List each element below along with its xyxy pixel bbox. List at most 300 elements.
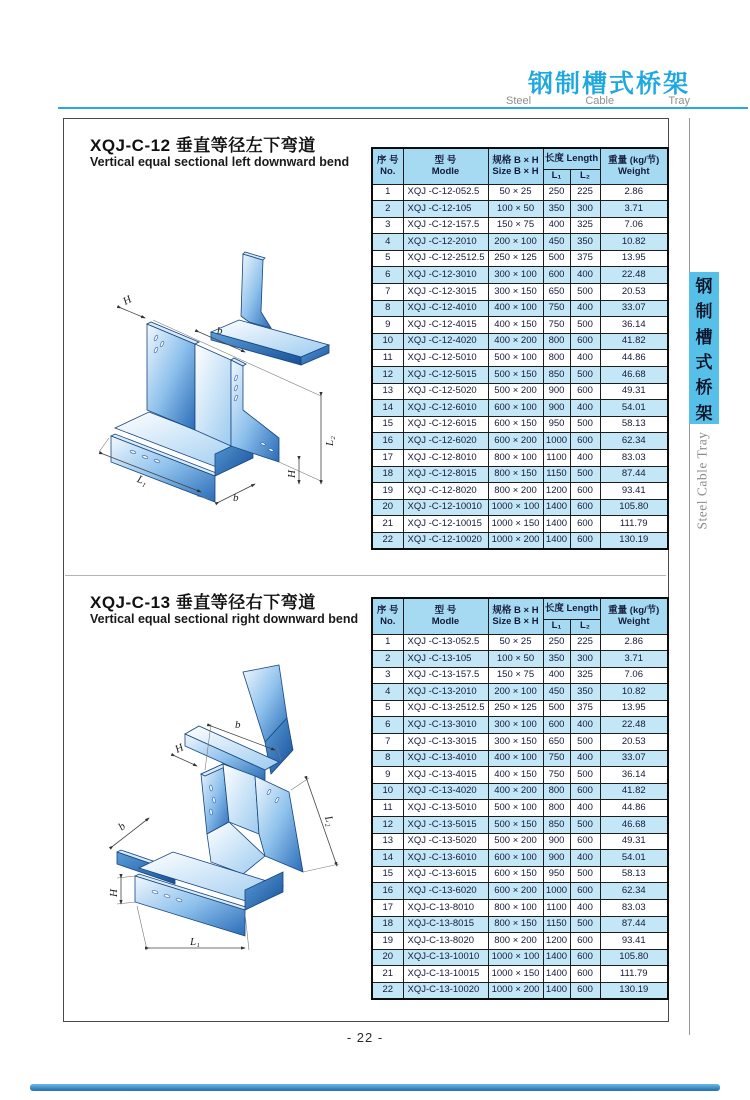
table-row (372, 684, 668, 701)
l1-cell: 1000 (543, 883, 570, 900)
col-header-l1: L₁ (543, 169, 570, 184)
weight-cell: 41.82 (600, 333, 668, 350)
model-cell: XQJ -C-13-052.5 (403, 634, 488, 651)
footer-accent-bar (30, 1084, 720, 1091)
l1-cell: 450 (543, 684, 570, 701)
col-header-size: 规格 B × H Size B × H (488, 148, 543, 184)
no-cell: 17 (372, 450, 403, 467)
model-cell: XQJ -C-12-2010 (403, 234, 488, 251)
table-row (372, 966, 668, 983)
l1-cell: 1400 (543, 532, 570, 549)
model-cell: XQJ -C-13-5020 (403, 833, 488, 850)
weight-cell: 93.41 (600, 933, 668, 950)
no-cell: 13 (372, 383, 403, 400)
table-row (372, 667, 668, 684)
l2-cell: 600 (570, 982, 600, 999)
no-cell: 16 (372, 433, 403, 450)
weight-cell: 36.14 (600, 317, 668, 334)
model-cell: XQJ -C-13-2010 (403, 684, 488, 701)
no-cell: 10 (372, 333, 403, 350)
table-row (372, 367, 668, 384)
tab-char: 架 (695, 403, 713, 423)
tab-char: 槽 (695, 327, 713, 347)
l2-cell: 600 (570, 516, 600, 533)
l2-cell: 300 (570, 651, 600, 668)
model-cell: XQJ -C-13-4010 (403, 750, 488, 767)
size-cell: 200 × 100 (488, 234, 543, 251)
l1-cell: 1400 (543, 949, 570, 966)
size-cell: 1000 × 100 (488, 949, 543, 966)
tab-char: 桥 (695, 378, 713, 398)
table-row (372, 483, 668, 500)
header-accent-line (58, 107, 748, 109)
no-cell: 17 (372, 900, 403, 917)
no-cell: 6 (372, 267, 403, 284)
size-cell: 1000 × 200 (488, 982, 543, 999)
size-cell: 600 × 150 (488, 416, 543, 433)
page-margin-line (689, 118, 690, 1035)
size-cell: 500 × 150 (488, 367, 543, 384)
l2-cell: 500 (570, 734, 600, 751)
l1-cell: 500 (543, 250, 570, 267)
l2-cell: 325 (570, 217, 600, 234)
no-cell: 10 (372, 783, 403, 800)
size-cell: 800 × 150 (488, 916, 543, 933)
cross-section-profile (211, 252, 329, 365)
table-row (372, 234, 668, 251)
no-cell: 14 (372, 400, 403, 417)
l1-cell: 950 (543, 866, 570, 883)
model-cell: XQJ -C-13-105 (403, 651, 488, 668)
model-cell: XQJ -C-12-8010 (403, 450, 488, 467)
weight-cell: 22.48 (600, 267, 668, 284)
model-cell: XQJ -C-12-4010 (403, 300, 488, 317)
table-row (372, 900, 668, 917)
size-cell: 250 × 125 (488, 250, 543, 267)
l2-cell: 500 (570, 416, 600, 433)
weight-cell: 111.79 (600, 516, 668, 533)
brand-word-steel: Steel (506, 95, 532, 107)
model-cell: XQJ -C-13-4020 (403, 783, 488, 800)
size-cell: 150 × 75 (488, 217, 543, 234)
l1-cell: 1100 (543, 900, 570, 917)
sidebar-tab-en: Steel Cable Tray (694, 431, 710, 530)
no-cell: 20 (372, 949, 403, 966)
spec-table-xqj-c-12 (371, 147, 669, 550)
no-cell: 16 (372, 883, 403, 900)
table-row (372, 217, 668, 234)
l1-cell: 850 (543, 817, 570, 834)
tab-char: 钢 (695, 277, 713, 297)
no-cell: 8 (372, 300, 403, 317)
weight-cell: 87.44 (600, 916, 668, 933)
col-header-size: 规格 B × H Size B × H (488, 598, 543, 634)
weight-cell: 46.68 (600, 367, 668, 384)
table-row (372, 634, 668, 651)
size-cell: 1000 × 150 (488, 516, 543, 533)
l1-cell: 1400 (543, 982, 570, 999)
svg-text:L₂: L₂ (324, 436, 336, 446)
section-2-subtitle: Vertical equal sectional right downward bend (90, 612, 359, 626)
no-cell: 4 (372, 234, 403, 251)
l2-cell: 500 (570, 317, 600, 334)
no-cell: 12 (372, 817, 403, 834)
size-cell: 300 × 150 (488, 284, 543, 301)
table-row (372, 933, 668, 950)
model-cell: XQJ-C-13-8020 (403, 933, 488, 950)
table-row (372, 700, 668, 717)
l2-cell: 600 (570, 532, 600, 549)
svg-text:H: H (173, 741, 186, 756)
no-cell: 6 (372, 717, 403, 734)
size-cell: 100 × 50 (488, 201, 543, 218)
model-cell: XQJ -C-13-5015 (403, 817, 488, 834)
l2-cell: 500 (570, 817, 600, 834)
l1-cell: 800 (543, 800, 570, 817)
brand-word-cable: Cable (585, 95, 615, 107)
table-row (372, 317, 668, 334)
no-cell: 13 (372, 833, 403, 850)
l1-cell: 650 (543, 734, 570, 751)
weight-cell: 49.31 (600, 383, 668, 400)
l1-cell: 750 (543, 750, 570, 767)
weight-cell: 62.34 (600, 883, 668, 900)
size-cell: 100 × 50 (488, 651, 543, 668)
no-cell: 1 (372, 634, 403, 651)
no-cell: 11 (372, 800, 403, 817)
col-header-l1: L₁ (543, 619, 570, 634)
no-cell: 22 (372, 532, 403, 549)
l2-cell: 325 (570, 667, 600, 684)
l2-cell: 500 (570, 367, 600, 384)
model-cell: XQJ-C-13-10010 (403, 949, 488, 966)
model-cell: XQJ -C-12-6010 (403, 400, 488, 417)
l2-cell: 400 (570, 300, 600, 317)
model-cell: XQJ -C-13-157.5 (403, 667, 488, 684)
size-cell: 150 × 75 (488, 667, 543, 684)
size-cell: 200 × 100 (488, 684, 543, 701)
size-cell: 400 × 100 (488, 300, 543, 317)
l2-cell: 500 (570, 466, 600, 483)
l2-cell: 600 (570, 883, 600, 900)
no-cell: 22 (372, 982, 403, 999)
size-cell: 300 × 100 (488, 717, 543, 734)
weight-cell: 13.95 (600, 250, 668, 267)
table-row (372, 350, 668, 367)
no-cell: 18 (372, 466, 403, 483)
model-cell: XQJ -C-12-3010 (403, 267, 488, 284)
l1-cell: 800 (543, 333, 570, 350)
l1-cell: 600 (543, 717, 570, 734)
size-cell: 300 × 100 (488, 267, 543, 284)
l1-cell: 1400 (543, 499, 570, 516)
tab-char: 式 (695, 353, 713, 373)
table-row (372, 466, 668, 483)
l2-cell: 375 (570, 700, 600, 717)
weight-cell: 111.79 (600, 966, 668, 983)
weight-cell: 54.01 (600, 850, 668, 867)
weight-cell: 58.13 (600, 866, 668, 883)
l2-cell: 600 (570, 433, 600, 450)
model-cell: XQJ -C-13-3010 (403, 717, 488, 734)
weight-cell: 83.03 (600, 450, 668, 467)
l1-cell: 1400 (543, 966, 570, 983)
l1-cell: 400 (543, 217, 570, 234)
weight-cell: 44.86 (600, 800, 668, 817)
col-header-model: 型 号 Modle (403, 148, 488, 184)
l2-cell: 350 (570, 684, 600, 701)
brand-title-en (506, 95, 690, 107)
table-row (372, 916, 668, 933)
no-cell: 5 (372, 700, 403, 717)
l2-cell: 500 (570, 767, 600, 784)
no-cell: 3 (372, 217, 403, 234)
weight-cell: 10.82 (600, 684, 668, 701)
no-cell: 3 (372, 667, 403, 684)
no-cell: 19 (372, 933, 403, 950)
table-row (372, 850, 668, 867)
no-cell: 7 (372, 284, 403, 301)
no-cell: 1 (372, 184, 403, 201)
l1-cell: 800 (543, 350, 570, 367)
l2-cell: 500 (570, 916, 600, 933)
model-cell: XQJ -C-12-10020 (403, 532, 488, 549)
size-cell: 250 × 125 (488, 700, 543, 717)
table-row (372, 450, 668, 467)
size-cell: 50 × 25 (488, 184, 543, 201)
l1-cell: 750 (543, 767, 570, 784)
l2-cell: 400 (570, 800, 600, 817)
table-row (372, 866, 668, 883)
no-cell: 8 (372, 750, 403, 767)
size-cell: 600 × 100 (488, 850, 543, 867)
col-header-no: 序 号 No. (372, 148, 403, 184)
no-cell: 14 (372, 850, 403, 867)
table-row (372, 982, 668, 999)
l1-cell: 650 (543, 284, 570, 301)
size-cell: 500 × 100 (488, 800, 543, 817)
model-cell: XQJ -C-12-5010 (403, 350, 488, 367)
col-header-length: 长度 Length (543, 148, 600, 169)
table-row (372, 717, 668, 734)
l1-cell: 600 (543, 267, 570, 284)
model-cell: XQJ -C-13-2512.5 (403, 700, 488, 717)
col-header-l2: L₂ (570, 169, 600, 184)
table-row (372, 651, 668, 668)
l2-cell: 500 (570, 284, 600, 301)
weight-cell: 20.53 (600, 734, 668, 751)
model-cell: XQJ -C-12-4015 (403, 317, 488, 334)
size-cell: 400 × 100 (488, 750, 543, 767)
no-cell: 15 (372, 416, 403, 433)
l1-cell: 1200 (543, 483, 570, 500)
weight-cell: 54.01 (600, 400, 668, 417)
right-downward-bend-diagram (95, 660, 370, 960)
size-cell: 600 × 150 (488, 866, 543, 883)
l1-cell: 1000 (543, 433, 570, 450)
left-downward-bend-diagram (95, 238, 363, 506)
l2-cell: 400 (570, 717, 600, 734)
brand-word-tray: Tray (668, 95, 690, 107)
col-header-model: 型 号 Modle (403, 598, 488, 634)
table-row (372, 734, 668, 751)
l2-cell: 500 (570, 866, 600, 883)
size-cell: 800 × 200 (488, 483, 543, 500)
l2-cell: 400 (570, 750, 600, 767)
l1-cell: 250 (543, 184, 570, 201)
l1-cell: 250 (543, 634, 570, 651)
model-cell: XQJ -C-12-5020 (403, 383, 488, 400)
l1-cell: 1150 (543, 466, 570, 483)
l1-cell: 350 (543, 651, 570, 668)
no-cell: 18 (372, 916, 403, 933)
size-cell: 800 × 100 (488, 450, 543, 467)
size-cell: 400 × 150 (488, 317, 543, 334)
size-cell: 400 × 200 (488, 333, 543, 350)
sidebar-tab (689, 272, 719, 424)
section-1-title: XQJ-C-12 垂直等径左下弯道 (90, 136, 316, 155)
l1-cell: 350 (543, 201, 570, 218)
l2-cell: 225 (570, 634, 600, 651)
model-cell: XQJ-C-13-10015 (403, 966, 488, 983)
l1-cell: 950 (543, 416, 570, 433)
size-cell: 1000 × 150 (488, 966, 543, 983)
l1-cell: 900 (543, 383, 570, 400)
l1-cell: 750 (543, 300, 570, 317)
weight-cell: 7.06 (600, 217, 668, 234)
col-header-l2: L₂ (570, 619, 600, 634)
table-row (372, 833, 668, 850)
weight-cell: 46.68 (600, 817, 668, 834)
table-row (372, 333, 668, 350)
no-cell: 15 (372, 866, 403, 883)
col-header-weight: 重量 (kg/节) Weight (600, 148, 668, 184)
weight-cell: 22.48 (600, 717, 668, 734)
weight-cell: 130.19 (600, 982, 668, 999)
table-row (372, 767, 668, 784)
l1-cell: 1100 (543, 450, 570, 467)
weight-cell: 41.82 (600, 783, 668, 800)
weight-cell: 7.06 (600, 667, 668, 684)
l1-cell: 400 (543, 667, 570, 684)
weight-cell: 49.31 (600, 833, 668, 850)
section-2-title: XQJ-C-13 垂直等径右下弯道 (90, 593, 316, 612)
col-header-no: 序 号 No. (372, 598, 403, 634)
no-cell: 21 (372, 966, 403, 983)
size-cell: 600 × 200 (488, 433, 543, 450)
weight-cell: 105.80 (600, 949, 668, 966)
svg-text:H: H (108, 889, 120, 897)
model-cell: XQJ-C-13-10020 (403, 982, 488, 999)
l1-cell: 900 (543, 833, 570, 850)
size-cell: 800 × 200 (488, 933, 543, 950)
l2-cell: 600 (570, 783, 600, 800)
model-cell: XQJ -C-12-8020 (403, 483, 488, 500)
model-cell: XQJ -C-13-6015 (403, 866, 488, 883)
table-row (372, 433, 668, 450)
model-cell: XQJ -C-12-3015 (403, 284, 488, 301)
table-row (372, 416, 668, 433)
section-divider (65, 575, 666, 576)
no-cell: 5 (372, 250, 403, 267)
model-cell: XQJ -C-13-4015 (403, 767, 488, 784)
table-row (372, 783, 668, 800)
model-cell: XQJ -C-12-5015 (403, 367, 488, 384)
table-row (372, 800, 668, 817)
l2-cell: 600 (570, 383, 600, 400)
size-cell: 300 × 150 (488, 734, 543, 751)
no-cell: 9 (372, 767, 403, 784)
size-cell: 1000 × 200 (488, 532, 543, 549)
table-row (372, 300, 668, 317)
l2-cell: 600 (570, 499, 600, 516)
table-row (372, 201, 668, 218)
model-cell: XQJ -C-13-3015 (403, 734, 488, 751)
weight-cell: 93.41 (600, 483, 668, 500)
l2-cell: 400 (570, 450, 600, 467)
svg-text:b: b (116, 820, 128, 834)
size-cell: 400 × 150 (488, 767, 543, 784)
table-row (372, 499, 668, 516)
l1-cell: 850 (543, 367, 570, 384)
model-cell: XQJ -C-12-8015 (403, 466, 488, 483)
weight-cell: 2.86 (600, 184, 668, 201)
tray-body (117, 764, 303, 936)
svg-text:b: b (235, 719, 241, 731)
tab-char: 制 (695, 302, 713, 322)
weight-cell: 13.95 (600, 700, 668, 717)
weight-cell: 10.82 (600, 234, 668, 251)
size-cell: 400 × 200 (488, 783, 543, 800)
no-cell: 9 (372, 317, 403, 334)
model-cell: XQJ -C-12-2512.5 (403, 250, 488, 267)
l2-cell: 600 (570, 333, 600, 350)
table-row (372, 400, 668, 417)
size-cell: 500 × 200 (488, 383, 543, 400)
table-row (372, 516, 668, 533)
page-number: - 22 - (346, 1030, 384, 1045)
weight-cell: 20.53 (600, 284, 668, 301)
table-row (372, 532, 668, 549)
model-cell: XQJ-C-13-8010 (403, 900, 488, 917)
l2-cell: 400 (570, 900, 600, 917)
l1-cell: 1400 (543, 516, 570, 533)
model-cell: XQJ -C-12-10010 (403, 499, 488, 516)
table-row (372, 284, 668, 301)
no-cell: 12 (372, 367, 403, 384)
weight-cell: 3.71 (600, 651, 668, 668)
l2-cell: 225 (570, 184, 600, 201)
no-cell: 19 (372, 483, 403, 500)
weight-cell: 33.07 (600, 300, 668, 317)
l2-cell: 600 (570, 933, 600, 950)
model-cell: XQJ -C-12-105 (403, 201, 488, 218)
l2-cell: 375 (570, 250, 600, 267)
model-cell: XQJ -C-12-157.5 (403, 217, 488, 234)
svg-text:L₁: L₁ (135, 473, 149, 489)
svg-text:b: b (233, 492, 239, 504)
brand-title-cn: 钢制槽式桥架 (527, 70, 690, 98)
model-cell: XQJ -C-13-6020 (403, 883, 488, 900)
size-cell: 50 × 25 (488, 634, 543, 651)
l1-cell: 450 (543, 234, 570, 251)
weight-cell: 44.86 (600, 350, 668, 367)
weight-cell: 2.86 (600, 634, 668, 651)
weight-cell: 33.07 (600, 750, 668, 767)
size-cell: 500 × 200 (488, 833, 543, 850)
l2-cell: 400 (570, 850, 600, 867)
table-row (372, 949, 668, 966)
